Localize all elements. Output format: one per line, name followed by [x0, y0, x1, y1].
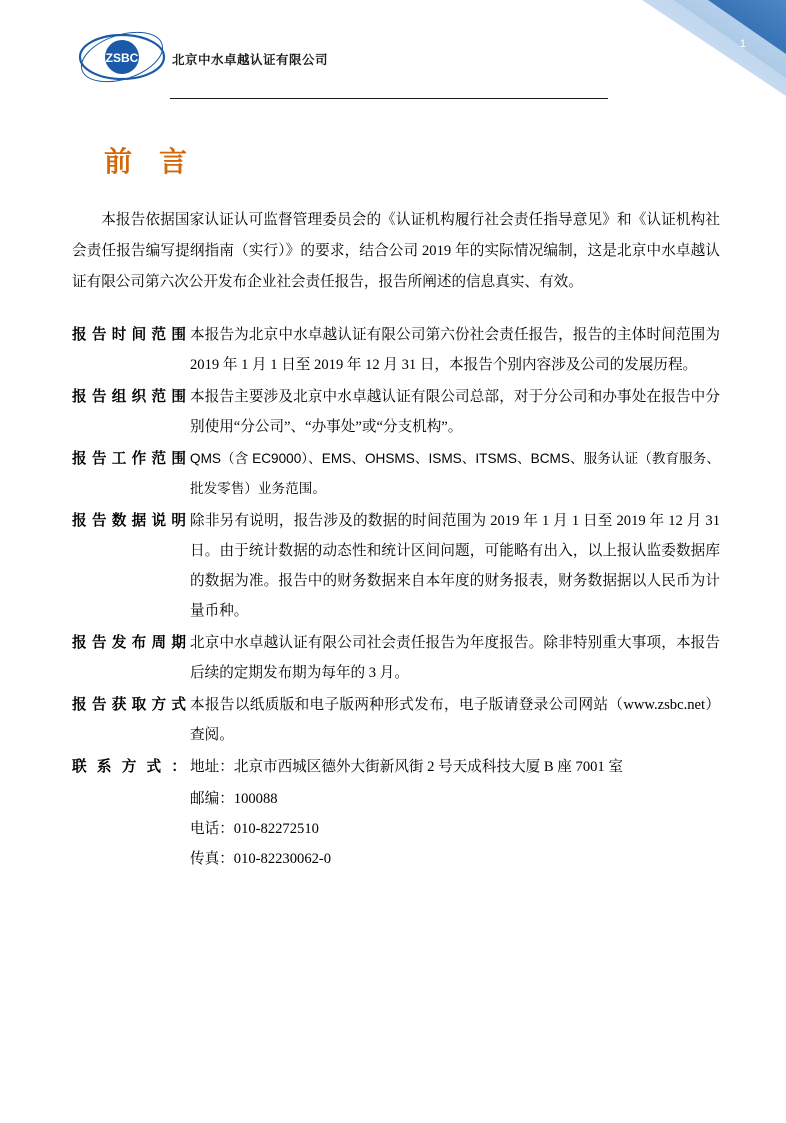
contact-address-row	[72, 752, 720, 782]
company-name: 北京中水卓越认证有限公司	[172, 53, 329, 67]
contact-phone: 电话：010-82272510	[190, 821, 319, 837]
field-row	[72, 506, 720, 626]
field-row	[72, 690, 720, 750]
field-label: 报告发布周期	[72, 635, 186, 651]
contact-label: 联系方式：	[72, 759, 186, 775]
field-row	[72, 382, 720, 442]
contact-postcode: 邮编：100088	[190, 791, 278, 807]
contact-address: 地址：北京市西城区德外大街新风街 2 号天成科技大厦 B 座 7001 室	[190, 759, 623, 775]
document-body	[72, 205, 720, 874]
field-value: 本报告主要涉及北京中水卓越认证有限公司总部，对于分公司和办事处在报告中分别使用“分公司”、“办事处”或“分支机构”。	[190, 389, 720, 435]
intro-paragraph: 本报告依据国家认证认可监督管理委员会的《认证机构履行社会责任指导意见》和《认证机构社会责任报告编写提纲指南（实行）》的要求，结合公司 2019 年的实际情况编制，这是北京中水卓越认证有限公司第六次公开发布企业社会责任报告，报告所阐述的信息真实、有效。	[72, 212, 720, 290]
header-divider	[170, 98, 608, 99]
field-label: 报告数据说明	[72, 513, 186, 529]
page-title: 前 言	[104, 147, 198, 178]
field-value: 本报告以纸质版和电子版两种形式发布，电子版请登录公司网站（www.zsbc.net）查阅。	[190, 697, 720, 743]
contact-fax: 传真：010-82230062-0	[190, 851, 332, 867]
field-row	[72, 628, 720, 688]
company-logo-icon	[78, 28, 166, 86]
field-label: 报告工作范围	[72, 451, 186, 467]
field-value: 北京中水卓越认证有限公司社会责任报告为年度报告。除非特别重大事项，本报告后续的定期发布期为每年的 3 月。	[190, 635, 720, 681]
field-row	[72, 320, 720, 380]
field-value: 除非另有说明，报告涉及的数据的时间范围为 2019 年 1 月 1 日至 2019 年 12 月 31 日。由于统计数据的动态性和统计区间问题，可能略有出入，以上报认监委数据库的数据为准。报告中的财务数据来自本年度的财务报表，财务数据据以人民币为计量币种。	[190, 513, 720, 619]
field-label: 报告组织范围	[72, 389, 186, 405]
svg-text:ZSBC: ZSBC	[105, 51, 139, 65]
corner-decoration	[616, 0, 786, 96]
field-row	[72, 444, 720, 504]
field-value: 本报告为北京中水卓越认证有限公司第六份社会责任报告，报告的主体时间范围为 2019 年 1 月 1 日至 2019 年 12 月 31 日，本报告个别内容涉及公司的发展历程。	[190, 327, 720, 373]
contact-block	[72, 752, 720, 874]
page-header	[0, 0, 786, 110]
field-value: QMS（含 EC9000）、EMS、OHSMS、ISMS、ITSMS、BCMS、服务认证（教育服务、批发零售）业务范围。	[190, 451, 720, 496]
field-label: 报告时间范围	[72, 327, 186, 343]
page-number: 1	[739, 38, 746, 50]
field-label: 报告获取方式	[72, 697, 186, 713]
